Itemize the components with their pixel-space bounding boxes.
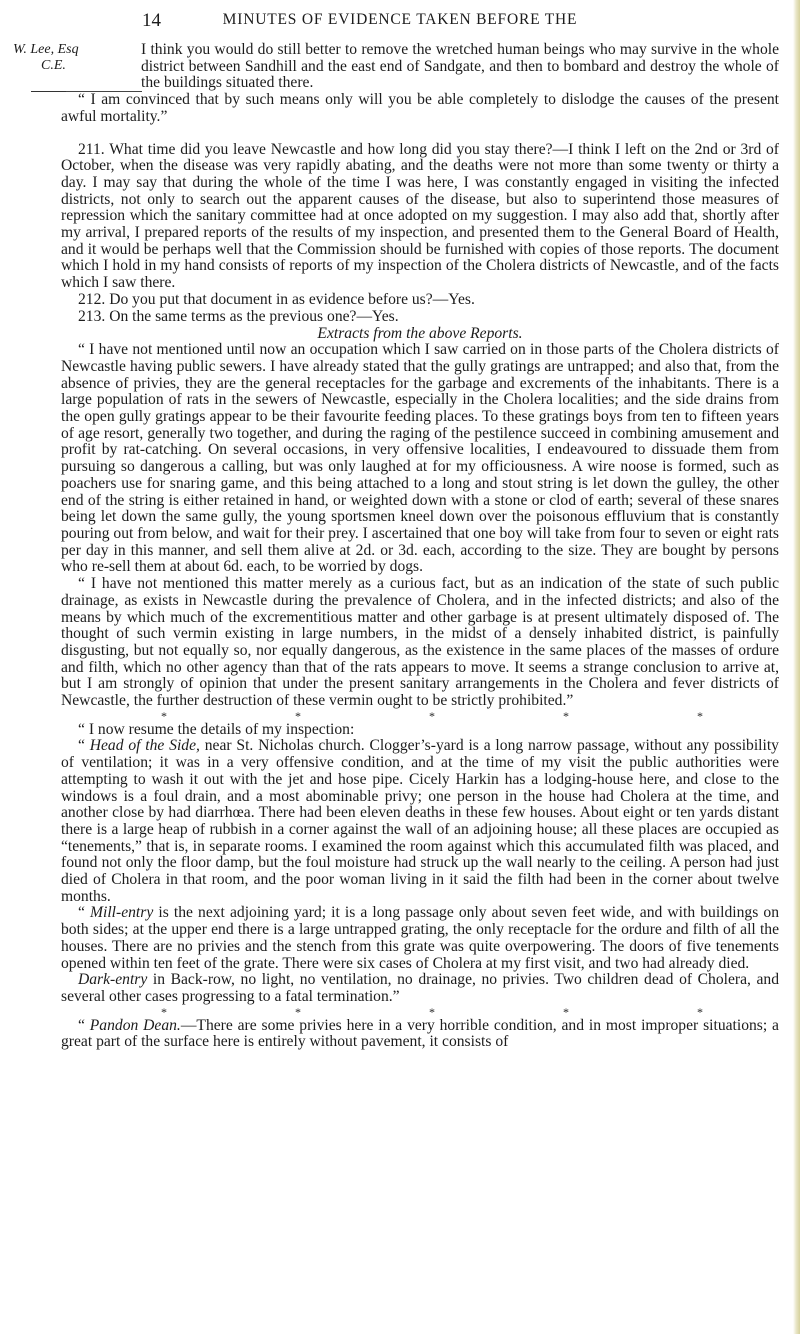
paragraph-mill-entry: “ Mill-entry is the next adjoining yard; it is a long passage only about seven feet wide, and with buildings on both sides; at the upper end there is a large untrapped grating, the only receptacle for the ordure and filth of all the houses. There are no privies and the stench from this grate was quite overpowering. The doors of five tenements opened within ten feet of the grate. There were six cases of Cholera at my first visit, and two had already died. (61, 904, 779, 972)
running-head: MINUTES OF EVIDENCE TAKEN BEFORE THE (222, 11, 578, 28)
place-name: Mill-entry (90, 904, 154, 922)
question-text: Do you put that document in as evidence before us?—Yes. (109, 290, 475, 308)
asterisk: * (429, 1004, 435, 1019)
place-name: Pandon Dean. (89, 1016, 181, 1034)
asterisk: * (697, 1004, 703, 1019)
paragraph-dark-entry (61, 972, 779, 1005)
question-213 (61, 309, 779, 326)
asterisk: * (697, 708, 703, 723)
paragraph-resume-text: “ I now resume the details of my inspection: (78, 720, 355, 738)
paragraph-bombard-text: I think you would do still better to remove the wretched human beings who may survive in the whole district between Sandhill and the east end of Sandgate, and then to bombard and destroy the whole of the buildings situated there. (141, 41, 779, 92)
question-number: 213. (78, 307, 106, 325)
place-name: Head of the Side, (89, 737, 200, 755)
asterisk: * (161, 708, 167, 723)
asterisk: * (563, 708, 569, 723)
paragraph-drainage (61, 576, 779, 710)
asterisk: * (429, 708, 435, 723)
asterisk: * (161, 1004, 167, 1019)
question-211 (61, 142, 779, 292)
paragraph-resume (61, 722, 779, 739)
paragraph-pandon-dean-text: —There are some privies here in a very horrible condition, and in most improper situations; a great part of the surface here is entirely without pavement, it consists of (61, 1016, 779, 1051)
asterisk: * (295, 1004, 301, 1019)
page-body (61, 42, 779, 1051)
question-212 (61, 292, 779, 309)
paragraph-rat-catching-text: “ I have not mentioned until now an occupation which I saw carried on in those parts of the Cholera districts of Newcastle having public sewers. I have already stated that the gully gratings are untrapped; and also that, from the absence of privies, they are the general receptacles for the garbage and excrements of the inhabitants. There is a large population of rats in the sewers of Newcastle, especially in the Cholera localities; and the side drains from the open gully gratings appear to be their favourite feeding places. To these gratings boys from ten to fifteen years of age resort, generally two together, and during the raging of the pestilence succeed in combining amusement and profit by rat-catching. On several occasions, in very offensive localities, I endeavoured to dissuade them from pursuing so dangerous a calling, but was only laughed at for my officiousness. A wire noose is formed, such as poachers use for snaring game, and this being attached to a long and stout string is let down the gulley, the other end of the string is either retained in hand, or weighted down with a stone or clod of earth; several of these snares being let down the same gully, the young sportsmen kneel down over the poisonous effluvium that is constantly pouring out from below, and wait for their prey. I ascertained that one boy will take from four to seven or eight rats per day in this manner, and sell them alive at 2d. or 3d. each, according to the size. They are bought by persons who re-sell them at about 6d. each, to be worried by dogs. (61, 341, 779, 576)
paragraph-mill-entry-text: is the next adjoining yard; it is a long passage only about seven feet wide, and with buildings on both sides; at the upper end there is a large untrapped grating, the only receptacle for the ordure and filth of all the houses. There are no privies and the stench from this grate was quite overpowering. The doors of five tenements opened within ten feet of the grate. There were six cases of Cholera at my first visit, and two had already died. (61, 904, 779, 972)
paragraph-conviction (61, 92, 779, 125)
question-text: What time did you leave Newcastle and how long did you stay there?—I think I left on the 2nd or 3rd of October, when the disease was very rapidly abating, and the deaths were not more than some twenty or thirty a day. I may say that during the whole of the time I was here, I was constantly engaged in visiting the infected districts, not only to search out the apparent causes of the disease, but also to superintend those measures of repression which the sanitary committee had at once adopted on my suggestion. I may also add that, shortly after my arrival, I prepared reports of the results of my inspection, and presented them to the General Board of Health, and it would be perhaps well that the Commission should be furnished with copies of those reports. The document which I hold in my hand consists of reports of my inspection of the Cholera districts of Newcastle, and of the facts which I saw there. (61, 140, 779, 292)
paragraph-dark-entry-text: in Back-row, no light, no ventilation, no drainage, no privies. Two children dead of Cholera, and several other cases progressing to a fatal termination.” (61, 971, 779, 1005)
paragraph-drainage-text: “ I have not mentioned this matter merely as a curious fact, but as an indication of the state of such public drainage, as exists in Newcastle during the prevalence of Cholera, and in the infected districts; and also of the means by which much of the excrementitious matter and other garbage is at present ultimately disposed of. The thought of such vermin existing in large numbers, in the midst of a densely inhabited district, is painfully disgusting, but not equally so, nor equally dangerous, as the existence in the same places of the masses of ordure and filth, which no other agency than that of the rats appears to move. It seems a strange conclusion to arrive at, but I am strongly of opinion that under the present sanitary arrangements in the Cholera and fever districts of Newcastle, the further destruction of these vermin ought to be strictly prohibited.” (61, 575, 779, 710)
question-number: 212. (78, 290, 106, 308)
witness-name: W. Lee, Esq (13, 42, 79, 57)
paragraph-conviction-text: “ I am convinced that by such means only will you be able completely to dislodge the causes of the present awful mortality.” (61, 91, 779, 125)
question-text: On the same terms as the previous one?—Yes. (109, 307, 399, 325)
asterisk: * (563, 1004, 569, 1019)
place-name: Dark-entry (78, 971, 148, 989)
page-header (0, 8, 800, 32)
paragraph-head-of-side-text: near St. Nicholas church. Clogger’s-yard is a long narrow passage, without any possibility of ventilation; it was in a very offensive condition, and at the time of my visit the public authorities were attempting to wash it out with the jet and hose pipe. Cicely Harkin has a lodging-house here, and close to the windows is a foul drain, and a most abominable privy; one person in the house had Cholera at the time, and another close by had diarrhœa. There had been eleven deaths in these few houses. About eight or ten yards distant there is a large heap of rubbish in a corner against the wall of an adjoining house; all these places are occupied as “tenements,” that is, in separate rooms. I examined the room against which this accumulated filth was placed, and found not only the floor damp, but the foul moisture had struck up the wall nearly to the ceiling. A person had just died of Cholera in that room, and the poor woman living in it said the filth had been in the corner about twelve months. (61, 737, 779, 905)
extracts-heading: Extracts from the above Reports. (317, 325, 523, 343)
paragraph-pandon-dean: “ Pandon Dean.—There are some privies here in a very horrible condition, and in most improper situations; a great part of the surface here is entirely without pavement, it consists of (61, 1016, 779, 1051)
page-number: 14 (142, 10, 161, 31)
paragraph-rat-catching (61, 342, 779, 576)
asterisk: * (295, 708, 301, 723)
question-number: 211. (78, 140, 105, 158)
witness-title: C.E. (41, 58, 66, 73)
paragraph-bombard (61, 42, 779, 92)
paragraph-head-of-side: “ Head of the Side, near St. Nicholas church. Clogger’s-yard is a long narrow passage, without any possibility of ventilation; it was in a very offensive condition, and at the time of my visit the public authorities were attempting to wash it out with the jet and hose pipe. Cicely Harkin has a lodging-house here, and close to the windows is a foul drain, and a most abominable privy; one person in the house had Cholera at the time, and another close by had diarrhœa. There had been eleven deaths in these few houses. About eight or ten yards distant there is a large heap of rubbish in a corner against the wall of an adjoining house; all these places are occupied as “tenements,” that is, in separate rooms. I examined the room against which this accumulated filth was placed, and found not only the floor damp, but the foul moisture had struck up the wall nearly to the ceiling. A person had just died of Cholera in that room, and the poor woman living in it said the filth had been in the corner about twelve months. (61, 737, 779, 905)
